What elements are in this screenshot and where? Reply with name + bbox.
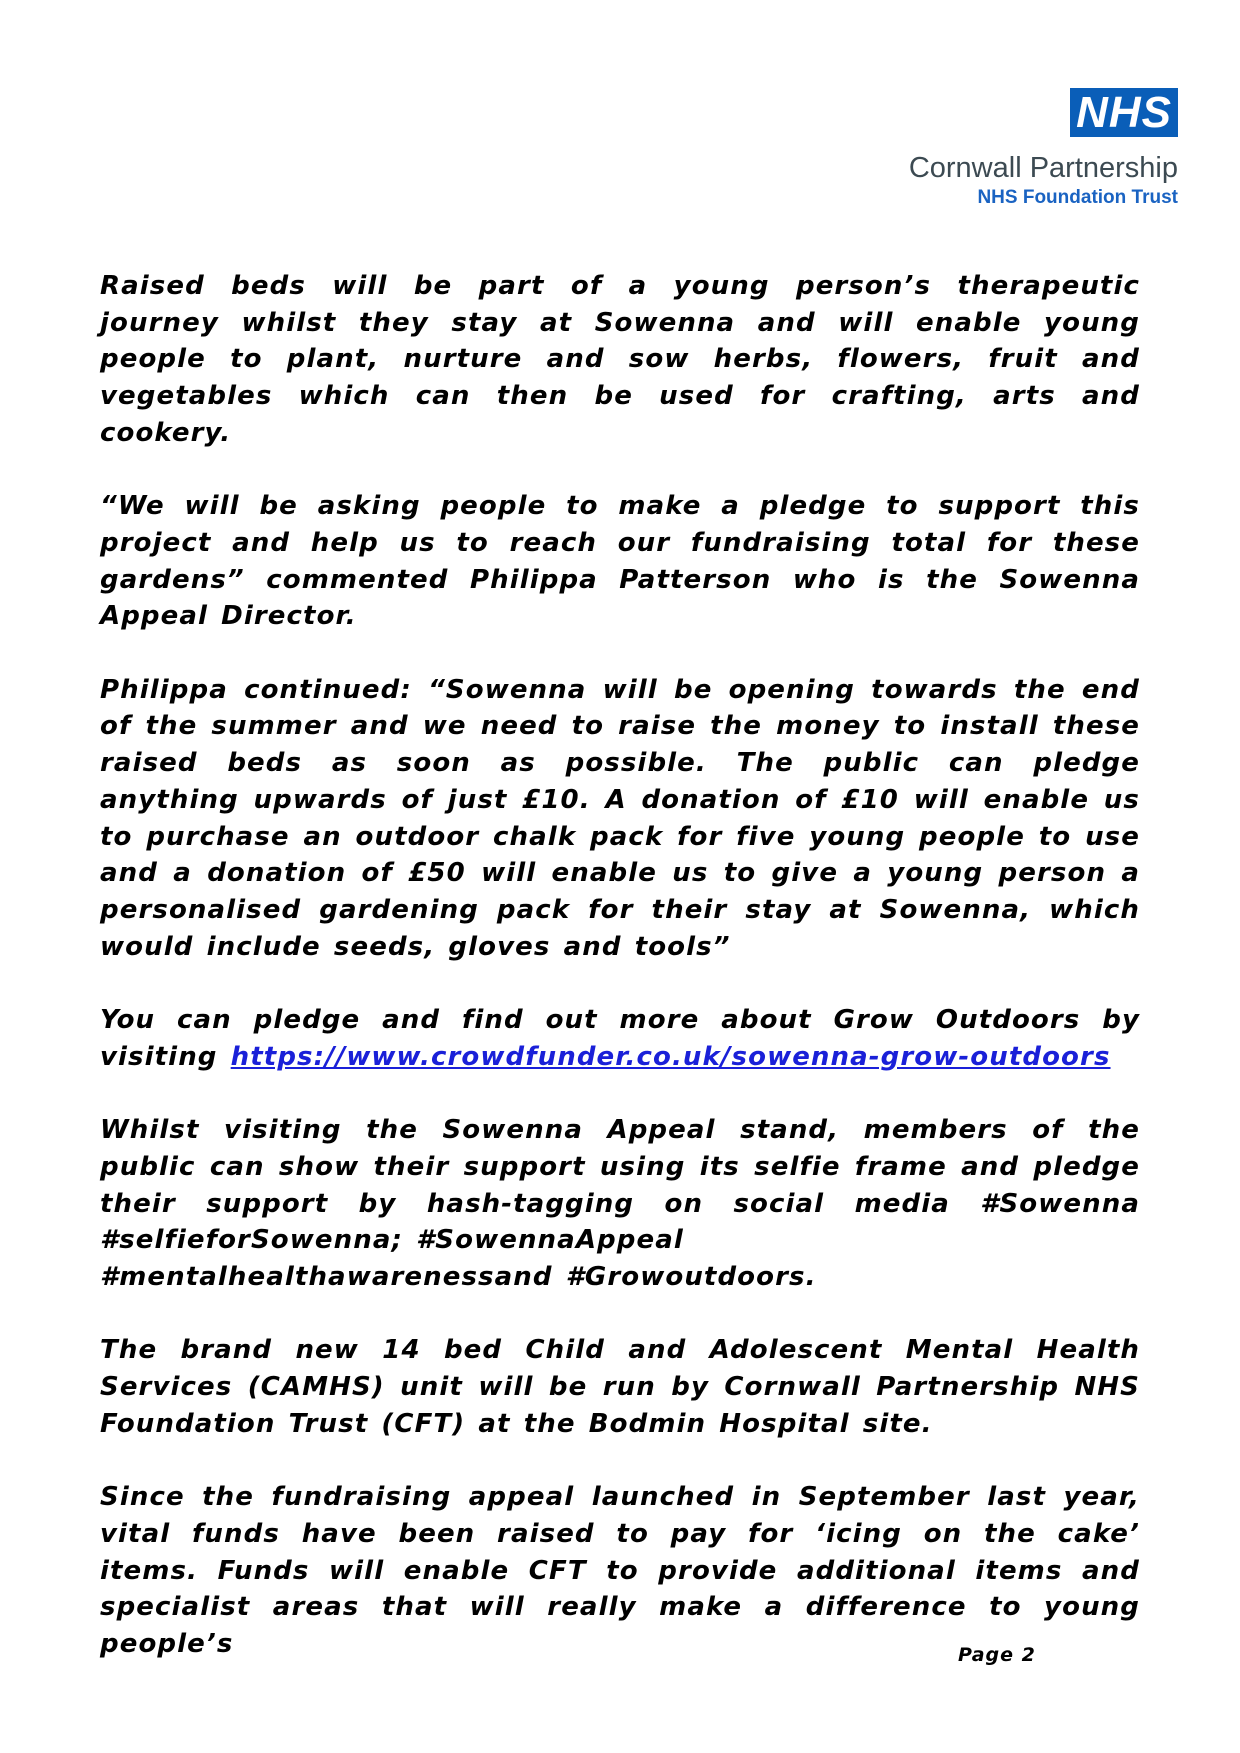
paragraph-philippa-continued: Philippa continued: “Sowenna will be opening towards the end of the summer and we need to raise the money to install these raised beds as soon as possible. The public can pledge anything upwards of just £10. A donation of £10 will enable us to purchase an outdoor chalk pack for five young people to use and a donation of £50 will enable us to give a young person a personalised gardening pack for their stay at Sowenna, which would include seeds, gloves and tools” — [100, 674, 1140, 962]
social-hashtags-last-line: #mentalhealthawarenessand #Growoutdoors. — [100, 1261, 817, 1292]
org-name: Cornwall Partnership — [908, 152, 1178, 184]
crowdfunder-link[interactable]: https://www.crowdfunder.co.uk/sowenna-grow-outdoors — [230, 1041, 1111, 1072]
org-subtitle: NHS Foundation Trust — [977, 187, 1178, 208]
nhs-logo — [909, 88, 1178, 209]
social-text: Whilst visiting the Sowenna Appeal stand, members of the public can show their support using its selfie frame and pledge their support by hash-tagging on social media #Sowenna #selfieforSowenna; #SowennaAppeal — [100, 1115, 1140, 1256]
paragraph-appeal-funds: Since the fundraising appeal launched in September last year, vital funds have been raised to pay for ‘icing on the cake’ items. Funds will enable CFT to provide additional items and specialist areas that will really make a difference to young people’s — [100, 1482, 1140, 1659]
nhs-badge: NHS — [1070, 88, 1178, 137]
paragraph-pledge-link — [100, 1002, 1140, 1075]
document-body — [100, 268, 1140, 1699]
paragraph-pledge-quote: “We will be asking people to make a pledge to support this project and help us to reach our fundraising total for these gardens” commented Philippa Patterson who is the Sowenna Appeal Director. — [100, 491, 1140, 632]
paragraph-camhs-unit: The brand new 14 bed Child and Adolescent Mental Health Services (CAMHS) unit will be run by Cornwall Partnership NHS Foundation Trust (CFT) at the Bodmin Hospital site. — [100, 1335, 1140, 1439]
paragraph-social-media — [100, 1112, 1140, 1296]
paragraph-raised-beds: Raised beds will be part of a young person’s therapeutic journey whilst they stay at Sowenna and will enable young people to plant, nurture and sow herbs, flowers, fruit and vegetables which can then be used for crafting, arts and cookery. — [100, 271, 1140, 448]
page-number: Page 2 — [958, 1644, 1036, 1666]
pledge-text: You can pledge and find out more about Grow Outdoors by visiting — [100, 1005, 1140, 1072]
